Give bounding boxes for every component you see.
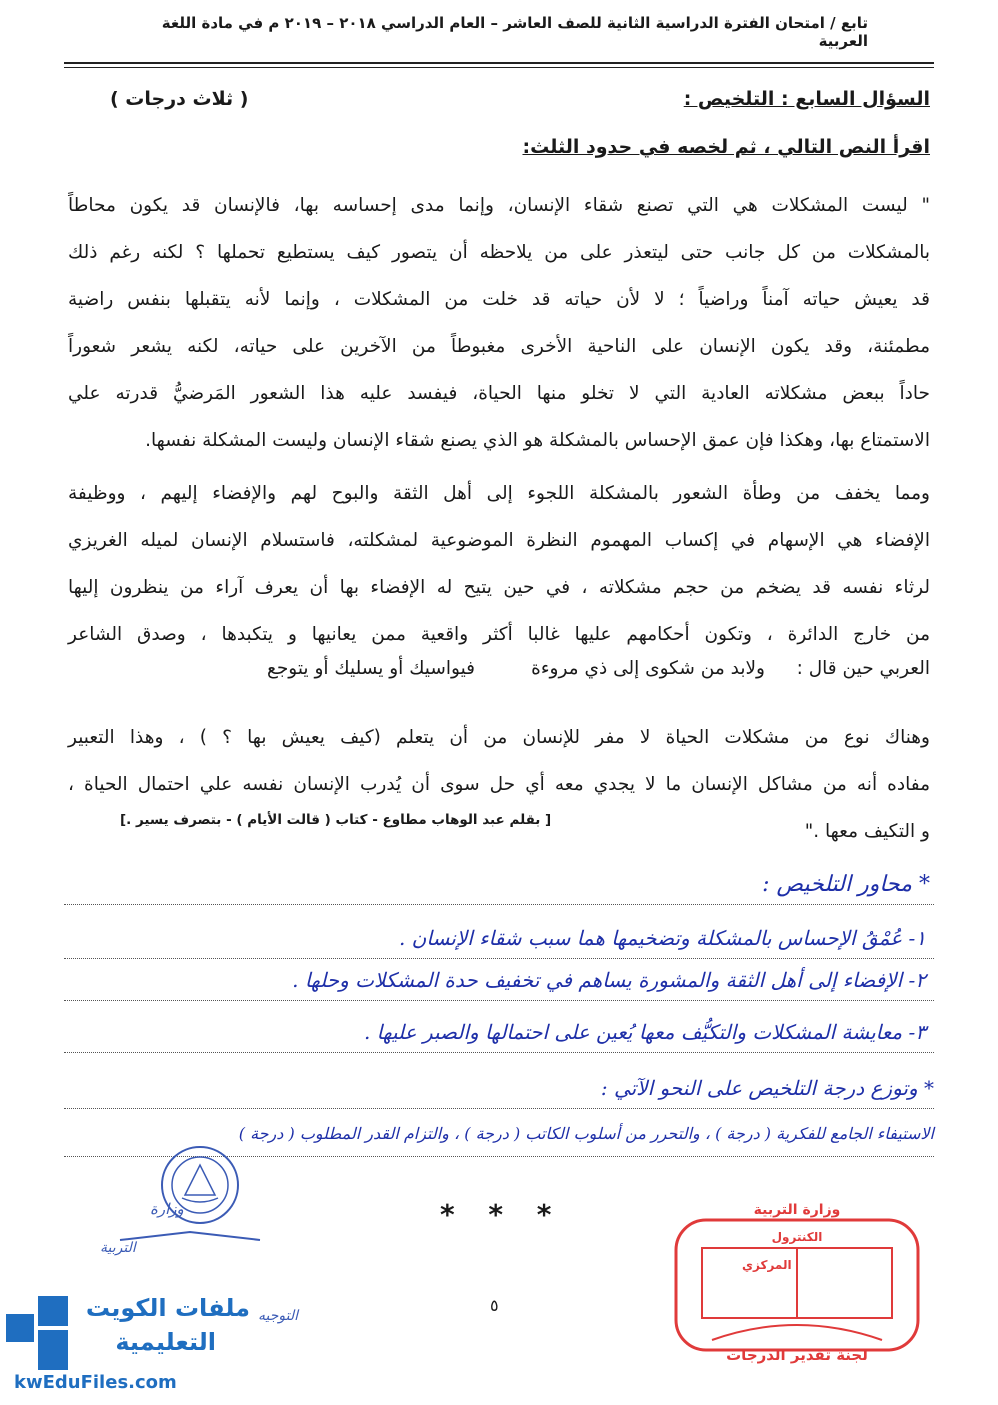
- passage-line: مطمئنة، وقد يكون الإنسان على الناحية الأخرى مغبوطاً من الآخرين على حياته، لكنه يشعر شعوراً: [68, 336, 930, 357]
- passage-paragraph-1: [68, 182, 930, 464]
- passage-attribution: [ بقلم عبد الوهاب مطاوع - كتاب ( قالت الأيام ) - بتصرف يسير .]: [120, 812, 552, 828]
- watermark-title: ملفات الكويت: [85, 1294, 250, 1322]
- header-rule-thin: [64, 67, 934, 68]
- answer-line: [64, 958, 934, 959]
- passage-line: قد يعيش حياته آمناً وراضياً ؛ لا لأن حياته قد خلت من المشكلات ، وإنما لأنه يتقبلها بنفس راضية: [68, 289, 930, 310]
- distribution-text: الاستيفاء الجامع للفكرية ( درجة ) ، والتحرر من أسلوب الكاتب ( درجة ) ، والتزام القدر المطلوب ( درجة ): [238, 1124, 934, 1143]
- passage-line: مفاده أنه من مشاكل الإنسان ما لا يجدي معه أي حل سوى أن يُدرب الإنسان نفسه علي احتمال الحياة ،: [68, 774, 930, 795]
- passage-line: " ليست المشكلات هي التي تصنع شقاء الإنسان، وإنما مدى إحساسه بها، فالإنسان قد يكون محاطاً: [68, 195, 930, 216]
- passage-line: الاستمتاع بها، وهكذا فإن عمق الإحساس بالمشكلة هو الذي يصنع شقاء الإنسان وليست المشكلة نفسها.: [145, 430, 930, 451]
- verse-first-hemistich: ولابد من شكوى إلى ذي مروءة: [531, 658, 765, 679]
- passage-paragraph-2: [68, 470, 930, 658]
- question-title: السؤال السابع : التلخيص :: [683, 88, 930, 110]
- distribution-heading: * وتوزع درجة التلخيص على النحو الآتي :: [600, 1076, 934, 1100]
- passage-line: و التكيف معها .": [804, 821, 930, 842]
- answer-line: [64, 904, 934, 905]
- watermark-subtitle: التعليمية: [115, 1328, 216, 1356]
- watermark-site: kwEduFiles.com: [14, 1372, 177, 1393]
- passage-line: بالمشكلات من كل جانب حتى ليتعذر على من يلاحظه أن يتصور كيف يستطيع تحملها ؟ لكنه رغم ذلك: [68, 242, 930, 263]
- verse-intro: العربي حين قال :: [796, 658, 930, 679]
- passage-line: حاداً ببعض مشكلاته العادية التي لا تخلو منها الحياة، فيفسد عليه هذا الشعور المَرضيُّ قدرته علي: [68, 383, 930, 404]
- seal-text: وزارة: [150, 1200, 184, 1218]
- verse-second-hemistich: فيواسيك أو يسليك أو يتوجع: [267, 658, 475, 679]
- site-watermark: [6, 1290, 256, 1400]
- answer-point-3: ٣- معايشة المشكلات والتكيُّف معها يُعين على احتمالها والصبر عليها .: [363, 1020, 926, 1044]
- page-header: تابع / امتحان الفترة الدراسية الثانية للصف العاشر – العام الدراسي ٢٠١٨ – ٢٠١٩ م في مادة اللغة العربية: [161, 14, 868, 50]
- end-stars: * * *: [440, 1198, 564, 1231]
- passage-paragraph-3: [68, 714, 930, 855]
- answer-line: [64, 1000, 934, 1001]
- header-rule: [64, 62, 934, 64]
- answer-heading: * محاور التلخيص :: [762, 872, 930, 897]
- seal-text: التوجيه: [258, 1308, 298, 1324]
- answer-line: [64, 1108, 934, 1109]
- passage-line: الإفضاء هي الإسهام في إكساب المهموم النظرة الموضوعية لمشكلته، فاستسلام الإنسان لميله الغريزي: [68, 530, 930, 551]
- seal-text: التربية: [100, 1240, 136, 1256]
- passage-line: لرثاء نفسه قد يضخم من حجم مشكلاته ، في حين يتيح له الإفضاء بها أن يعرف آراء من ينظرون إليها: [68, 577, 930, 598]
- stamp-top-text: وزارة التربية: [753, 1202, 841, 1218]
- passage-line: ومما يخفف من وطأة الشعور بالمشكلة اللجوء إلى أهل الثقة والبوح لهم والإفضاء إليهم ، ووظيفة: [68, 483, 930, 504]
- question-instruction: اقرأ النص التالي ، ثم لخصه في حدود الثلث:: [522, 136, 930, 158]
- stamp-middle-text-2: المركزي: [742, 1258, 792, 1272]
- answer-point-1: ١- عُمْقُ الإحساس بالمشكلة وتضخيمها هما سبب شقاء الإنسان .: [398, 926, 926, 950]
- watermark-logo-icon: [6, 1294, 76, 1374]
- answer-line: [64, 1052, 934, 1053]
- question-marks: ( ثلاث درجات ): [110, 88, 249, 110]
- passage-line: من خارج الدائرة ، وتكون أحكامهم عليها غالبا أكثر واقعية ممن يعانيها و يتكبدها ، وصدق الشاعر: [68, 624, 930, 645]
- answer-point-2: ٢- الإفضاء إلى أهل الثقة والمشورة يساهم في تخفيف حدة المشكلات وحلها .: [292, 968, 926, 992]
- ministry-seal-icon: [100, 1140, 280, 1250]
- control-stamp: [672, 1200, 922, 1370]
- stamp-frame-icon: [672, 1200, 922, 1370]
- stamp-middle-text: الكنترول: [771, 1230, 823, 1244]
- passage-line: وهناك نوع من مشكلات الحياة لا مفر للإنسان من أن يتعلم (كيف يعيش بها ؟ ) ، وهذا التعبير: [68, 727, 930, 748]
- stamp-bottom-text: لجنة تقدير الدرجات: [726, 1346, 868, 1364]
- page-number: ٥: [490, 1296, 499, 1315]
